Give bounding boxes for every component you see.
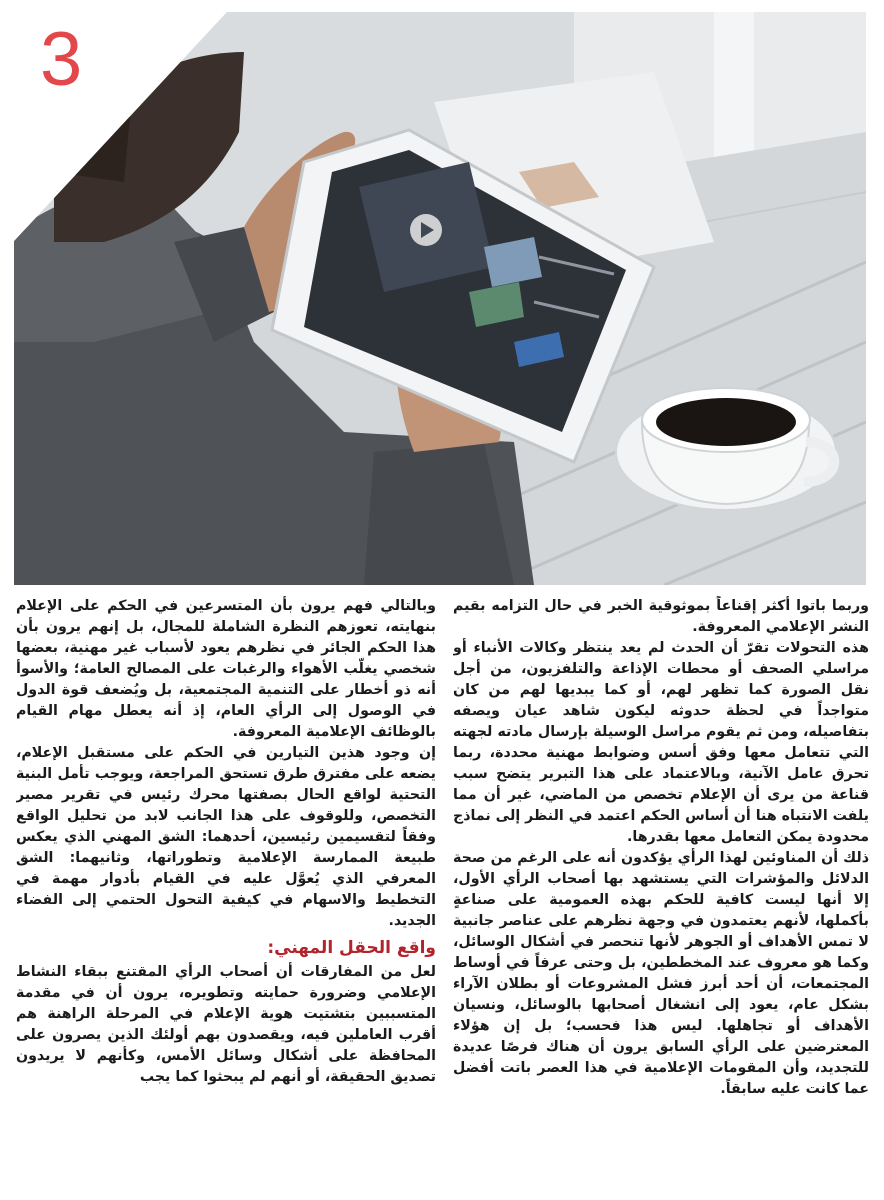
paragraph: وبالتالي فهم يرون بأن المتسرعين في الحكم على الإعلام بنهايته، تعوزهم النظرة الشاملة للمجال، بل إنهم يرون بأن هذا الحكم الجائر في نظرهم يعود لأسباب غير مهنية، بعضها شخصي يغلّب الأهواء والرغبات على المصالح العامة؛ والأسوأ أنه ذو أخطار على التنمية المجتمعية، بل ويُضعف قوة الدول في الوصول إلى الرأي العام، إذ أنه يعطل مهام القيام بالوظائف الإعلامية المعروفة.	[16, 598, 436, 740]
coffee-cup	[616, 388, 836, 510]
paragraph: هذه التحولات تقرّ أن الحدث لم يعد ينتظر وكالات الأنباء أو مراسلي الصحف أو محطات الإذاعة والتلفزيون، من أجل نقل الصورة كما تظهر لهم، أو كما يبديها لهم من كان متواجداً في لحظة حدوثه ليكون شاهد عيان ويصفه بتفاصيله، ومن ثم يقوم مراسل الوسيلة بإرسال مادته لجهته التي تتعامل معها وفق أسس وضوابط مهنية محددة، ربما تحرق عامل الآنية، وبالاعتماد على هذا التبرير يتضح سبب قناعة من يرى أن الإعلام تخصص من الماضي، غير أن مما يلفت الانتباه هنا أن أساس الحكم اعتمد في النظر إلى نماذج محدودة يمكن التعامل معها بقدرها.	[453, 640, 869, 845]
article-column-left	[16, 596, 436, 1194]
page-number: 3	[40, 17, 83, 102]
paragraph: إن وجود هذين التيارين في الحكم على مستقبل الإعلام، يضعه على مفترق طرق تستحق المراجعة، ويوجب تأمل البنية التحتية لواقع الحال بصفتها محرك رئيس في تقرير مصير التخصص، وللوقوف على هذا الجانب لابد من تحليل الواقع وفقاً لتقسيمين رئيسين، أحدهما: الشق المهني الذي يعكس طبيعة الممارسة الإعلامية وتطوراتها، وثانيهما: الشق المعرفي الذي يُعوَّل عليه في القيام بأدوار مهمة في التخطيط والاسهام في كيفية التحول الحتمي إلى الفضاء الجديد.	[16, 745, 436, 929]
article-column-right	[453, 596, 869, 1194]
photo-illustration	[14, 12, 866, 585]
hero-photo	[14, 12, 866, 585]
paragraph: ذلك أن المناوئين لهذا الرأي يؤكدون أنه على الرغم من صحة الدلائل والمؤشرات التي يستشهد بها أصحاب الرأي الأول، إلا أنها ليست كافية للحكم بهذه العمومية على صناعةٍ بأكملها، لأنهم يعتمدون في وجهة نظرهم على عناصر جانبية لا تمس الأهداف أو الجوهر لأنها تنحصر في أشكال الوسائل، وكما هو معروف عند المخططين، بل وحتى عرفاً في أوساط المجتمعات، أن أحد أبرز فشل المشروعات أو بطلان الآراء بشكل عام، يعود إلى انشغال أصحابها بالوسائل، ونسيان الأهداف أو تجاهلها. ليس هذا فحسب؛ بل إن هؤلاء المعترضين على الرأي السابق يرون أن هناك فرصًا عديدة للتجديد، وأن المقومات الإعلامية في هذا العصر باتت أفضل عما كانت عليه سابقاً.	[453, 850, 869, 1097]
section-heading: واقع الحقل المهني:	[267, 938, 436, 958]
paragraph: وربما باتوا أكثر إقناعاً بموثوقية الخبر في حال التزامه بقيم النشر الإعلامي المعروفة.	[453, 598, 869, 635]
paragraph: لعل من المفارقات أن أصحاب الرأي المقتنع ببقاء النشاط الإعلامي وضرورة حمايته وتطويره، يرون أن في مقدمة المتسببين بتشتيت هوية الإعلام في المرحلة الراهنة هم أقرب العاملين فيه، ويقصدون بهم أولئك الذين يصرون على المحافظة على أشكال وسائل الأمس، وكأنهم لا يريدون تصديق الحقيقة، أو أنهم لم يبحثوا كما يجب	[16, 964, 436, 1085]
